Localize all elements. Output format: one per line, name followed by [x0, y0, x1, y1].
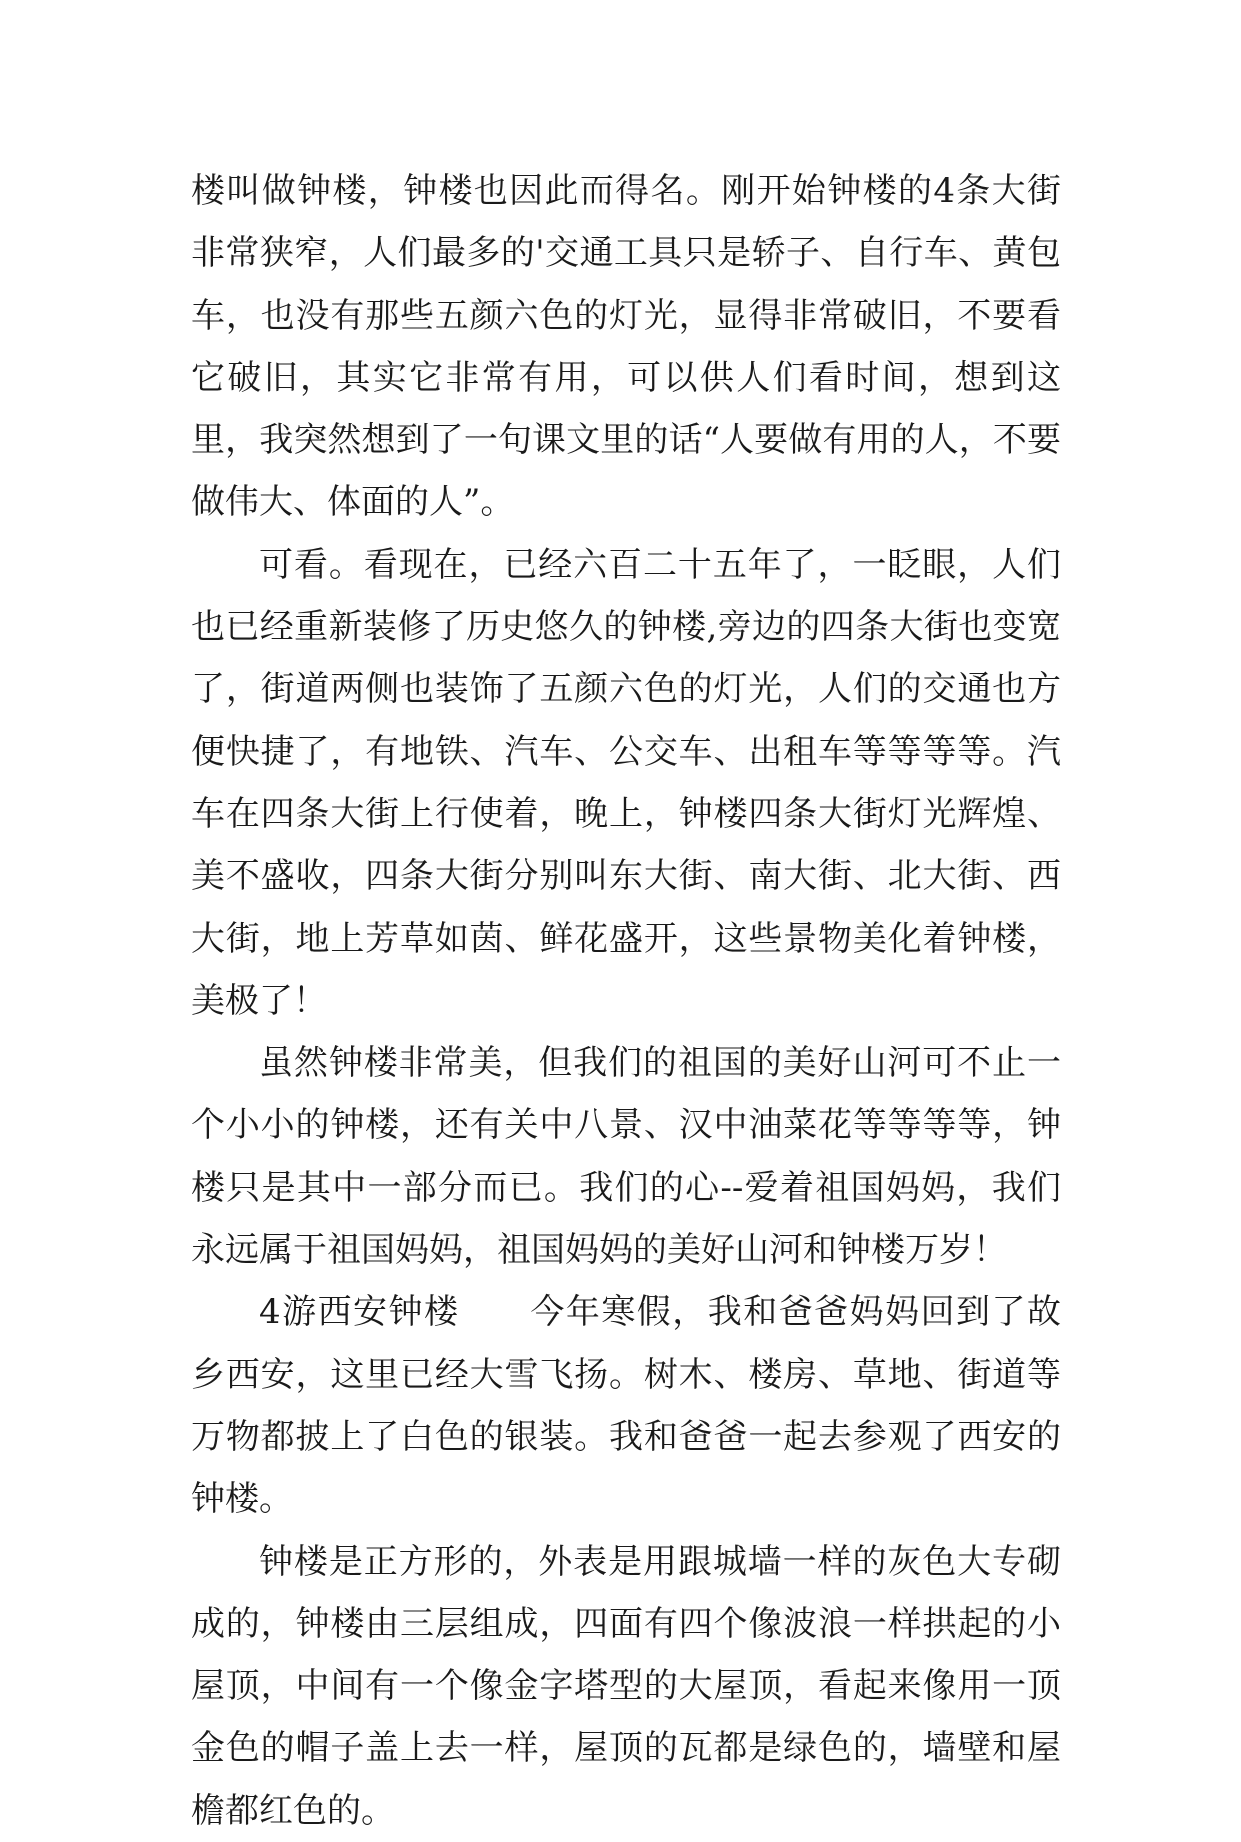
paragraph-2: 可看。看现在，已经六百二十五年了，一眨眼，人们也已经重新装修了历史悠久的钟楼,旁边的四条大街也变宽了，街道两侧也装饰了五颜六色的灯光，人们的交通也方便快捷了，有地铁、汽车、公交车、出租车等等等等。汽车在四条大街上行使着，晚上，钟楼四条大街灯光辉煌、美不盛收，四条大街分别叫东大街、南大街、北大街、西大街，地上芳草如茵、鲜花盛开，这些景物美化着钟楼，美极了！: [191, 544, 1061, 1021]
paragraph-1: 楼叫做钟楼，钟楼也因此而得名。刚开始钟楼的4条大街非常狭窄，人们最多的'交通工具只是轿子、自行车、黄包车，也没有那些五颜六色的灯光，显得非常破旧，不要看它破旧，其实它非常有用，可以供人们看时间，想到这里，我突然想到了一句课文里的话“人要做有用的人，不要做伟大、体面的人”。: [191, 171, 1061, 523]
paragraph-4: 4游西安钟楼 今年寒假，我和爸爸妈妈回到了故乡西安，这里已经大雪飞扬。树木、楼房、草地、街道等万物都披上了白色的银装。我和爸爸一起去参观了西安的钟楼。: [191, 1292, 1061, 1520]
document-body: [191, 160, 1061, 1842]
paragraph-5: 钟楼是正方形的，外表是用跟城墙一样的灰色大专砌成的，钟楼由三层组成，四面有四个像波浪一样拱起的小屋顶，中间有一个像金字塔型的大屋顶，看起来像用一顶金色的帽子盖上去一样，屋顶的瓦都是绿色的，墙壁和屋檐都红色的。: [191, 1541, 1061, 1831]
paragraph-3: 虽然钟楼非常美，但我们的祖国的美好山河可不止一个小小的钟楼，还有关中八景、汉中油菜花等等等等，钟楼只是其中一部分而已。我们的心--爱着祖国妈妈，我们永远属于祖国妈妈，祖国妈妈的美好山河和钟楼万岁！: [191, 1043, 1061, 1271]
